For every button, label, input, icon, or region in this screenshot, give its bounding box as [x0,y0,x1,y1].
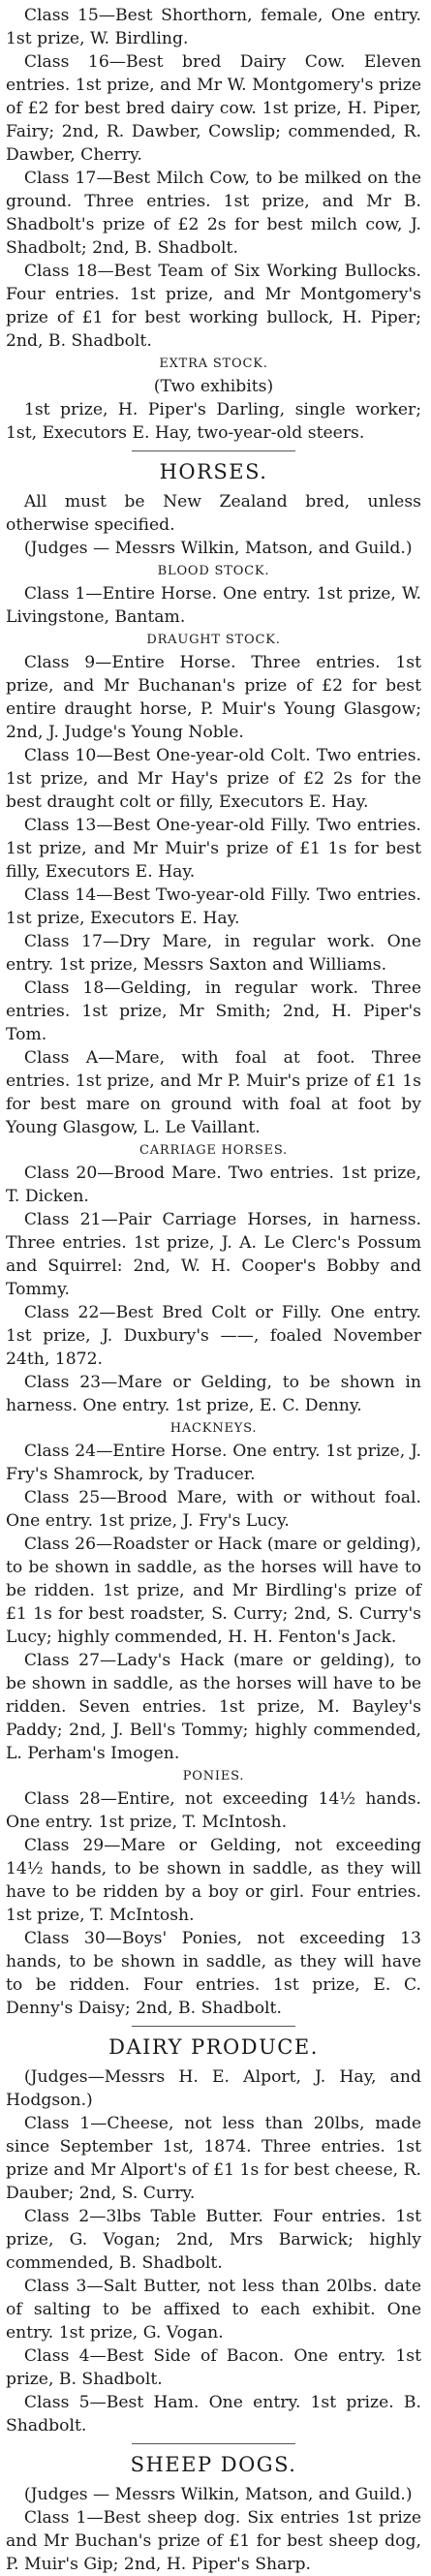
section-divider [132,450,295,451]
draught-class-17: Class 17—Dry Mare, in regular work. One entry. 1st prize, Messrs Saxton and Williams. [6,932,421,975]
section-divider [132,2443,295,2444]
pony-class-28: Class 28—Entire, not exceeding 14½ hands. One entry. 1st prize, T. McIntosh. [6,1789,421,1832]
extra-stock-heading: EXTRA STOCK. [159,357,268,371]
draught-stock-heading: DRAUGHT STOCK. [146,633,281,647]
hackney-class-27: Class 27—Lady's Hack (mare or gelding), to be shown in saddle, as the horses will have to be ridden. Seven entries. 1st prize, M. Bayley's Paddy; 2nd, J. Bell's Tommy; highly commended, L. Perham's Imogen. [6,1651,421,1763]
blood-stock-heading: BLOOD STOCK. [157,564,270,578]
hackney-class-24: Class 24—Entire Horse. One entry. 1st prize, J. Fry's Shamrock, by Traducer. [6,1442,421,1484]
extra-stock-exhibits: (Two exhibits) [153,377,274,396]
pony-class-29: Class 29—Mare or Gelding, not exceeding 14½ hands, to be shown in saddle, as they will have to be ridden by a boy or girl. Four entries. 1st prize, T. McIntosh. [6,1836,421,1925]
horses-heading: HORSES. [159,460,268,483]
pony-class-30: Class 30—Boys' Ponies, not exceeding 13 hands, to be shown in saddle, as they will have to be ridden. Four entries. 1st prize, E. C. Denny's Daisy; 2nd, B. Shadbolt. [6,1929,421,2018]
cattle-class-15: Class 15—Best Shorthorn, female, One entry. 1st prize, W. Birdling. [6,6,421,48]
sheep-dogs-judges: (Judges — Messrs Wilkin, Matson, and Guild.) [23,2485,413,2504]
sheep-dogs-heading: SHEEP DOGS. [130,2453,297,2476]
hackneys-heading: HACKNEYS. [169,1421,258,1436]
horses-note: All must be New Zealand bred, unless otherwise specified. [6,492,421,535]
sheep-dog-class-1: Class 1—Best sheep dog. Six entries 1st prize and Mr Buchan's prize of £1 for best sheep dog, P. Muir's Gip; 2nd, H. Piper's Sharp. [6,2508,421,2574]
horses-judges: (Judges — Messrs Wilkin, Matson, and Guild.) [23,539,413,558]
carriage-class-22: Class 22—Best Bred Colt or Filly. One entry. 1st prize, J. Duxbury's ——, foaled November 24th, 1872. [6,1303,421,1369]
dairy-class-4: Class 4—Best Side of Bacon. One entry. 1st prize, B. Shadbolt. [6,2346,421,2389]
carriage-class-21: Class 21—Pair Carriage Horses, in harness. Three entries. 1st prize, J. A. Le Clerc's Possum and Squirrel: 2nd, W. H. Cooper's Bobby and Tommy. [6,1210,421,1299]
draught-class-a: Class A—Mare, with foal at foot. Three entries. 1st prize, and Mr P. Muir's prize of £1 1s for best mare on ground with foal at foot by Young Glasgow, L. Le Vaillant. [6,1048,421,1137]
dairy-judges: (Judges—Messrs H. E. Alport, J. Hay, and Hodgson.) [6,2067,421,2110]
dairy-class-1: Class 1—Cheese, not less than 20lbs, made since September 1st, 1874. Three entries. 1st prize and Mr Alport's of £1 1s for best cheese, R. Dauber; 2nd, S. Curry. [6,2114,421,2203]
carriage-class-23: Class 23—Mare or Gelding, to be shown in harness. One entry. 1st prize, E. C. Denny. [6,1373,421,1415]
carriage-horses-heading: CARRIAGE HORSES. [139,1143,288,1158]
section-divider [132,2026,295,2027]
blood-stock-class-1: Class 1—Entire Horse. One entry. 1st prize, W. Livingstone, Bantam. [6,584,421,627]
draught-class-9: Class 9—Entire Horse. Three entries. 1st prize, and Mr Buchanan's prize of £2 for best entire draught horse, P. Muir's Young Glasgow; 2nd, J. Judge's Young Noble. [6,653,421,742]
cattle-class-17: Class 17—Best Milch Cow, to be milked on the ground. Three entries. 1st prize, and Mr B. Shadbolt's prize of £2 2s for best milch cow, J. Shadbolt; 2nd, B. Shadbolt. [6,169,421,258]
cattle-class-18: Class 18—Best Team of Six Working Bullocks. Four entries. 1st prize, and Mr Montgomery's prize of £1 for best working bullock, H. Piper; 2nd, B. Shadbolt. [6,262,421,351]
extra-stock-results: 1st prize, H. Piper's Darling, single worker; 1st, Executors E. Hay, two-year-old steers. [6,400,421,443]
dairy-class-5: Class 5—Best Ham. One entry. 1st prize. B. Shadbolt. [6,2393,421,2436]
dairy-class-2: Class 2—3lbs Table Butter. Four entries. 1st prize, G. Vogan; 2nd, Mrs Barwick; highly commended, B. Shadbolt. [6,2207,421,2273]
ponies-heading: PONIES. [182,1769,245,1784]
hackney-class-25: Class 25—Brood Mare, with or without foal. One entry. 1st prize, J. Fry's Lucy. [6,1488,421,1531]
hackney-class-26: Class 26—Roadster or Hack (mare or gelding), to be shown in saddle, as the horses will have to be ridden. 1st prize, and Mr Birdling's prize of £1 1s for best roadster, S. Curry; 2nd, S. Curry's Lucy; highly commended, H. H. Fenton's Jack. [6,1535,421,1647]
cattle-class-16: Class 16—Best bred Dairy Cow. Eleven entries. 1st prize, and Mr W. Montgomery's prize of £2 for best bred dairy cow. 1st prize, H. Piper, Fairy; 2nd, R. Dawber, Cowslip; commended, R. Dawber, Cherry. [6,52,421,165]
draught-class-14: Class 14—Best Two-year-old Filly. Two entries. 1st prize, Executors E. Hay. [6,885,421,928]
draught-class-10: Class 10—Best One-year-old Colt. Two entries. 1st prize, and Mr Hay's prize of £2 2s for the best draught colt or filly, Executors E. Hay. [6,746,421,812]
draught-class-18: Class 18—Gelding, in regular work. Three entries. 1st prize, Mr Smith; 2nd, H. Piper's Tom. [6,978,421,1044]
dairy-class-3: Class 3—Salt Butter, not less than 20lbs. date of salting to be affixed to each exhibit. One entry. 1st prize, G. Vogan. [6,2277,421,2343]
carriage-class-20: Class 20—Brood Mare. Two entries. 1st prize, T. Dicken. [6,1164,421,1206]
draught-class-13: Class 13—Best One-year-old Filly. Two entries. 1st prize, and Mr Muir's prize of £1 1s for best filly, Executors E. Hay. [6,816,421,882]
dairy-produce-heading: DAIRY PRODUCE. [108,2035,319,2059]
